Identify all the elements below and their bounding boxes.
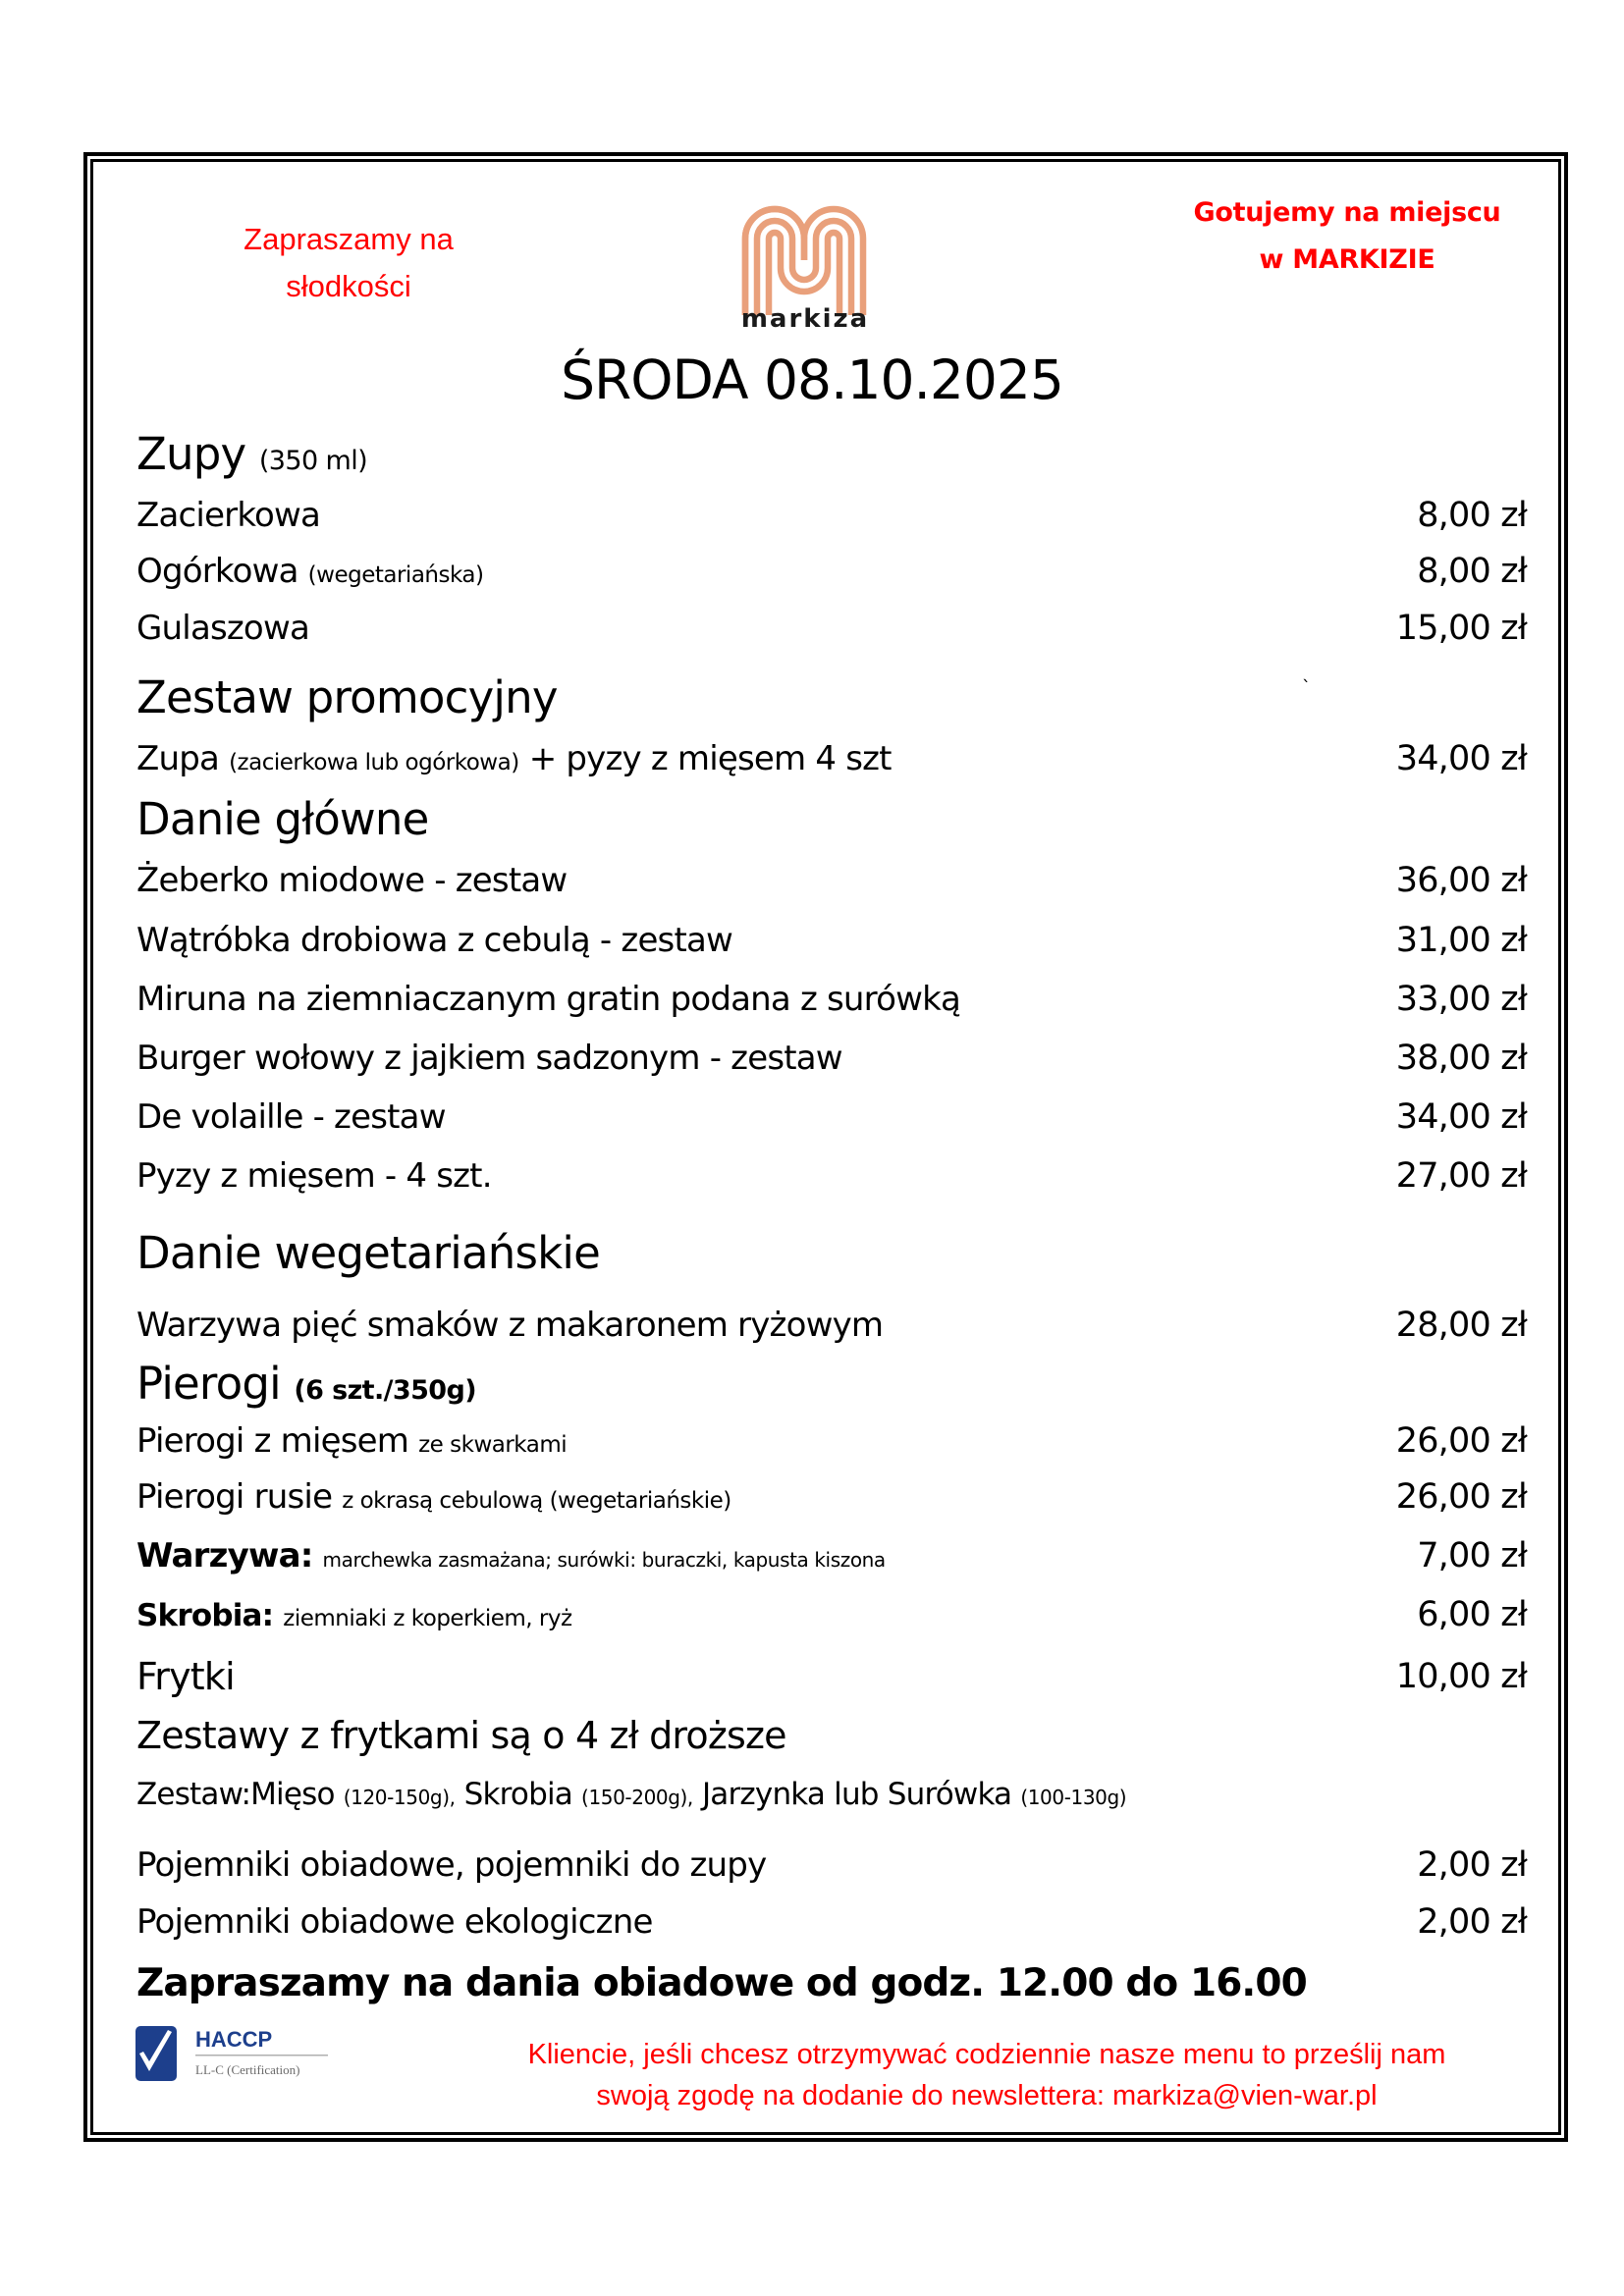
item-price: 36,00 zł xyxy=(1395,861,1527,900)
item-name: Frytki xyxy=(136,1655,235,1698)
item-name xyxy=(136,552,483,591)
set-meat: Zestaw:Mięso xyxy=(136,1777,335,1812)
cooking-note-line-1: Gotujemy na miejscu xyxy=(1193,197,1501,228)
menu-item xyxy=(136,1472,1527,1522)
item-name-main: Zupa xyxy=(136,739,220,778)
item-price: 33,00 zł xyxy=(1395,980,1527,1019)
item-name: De volaille - zestaw xyxy=(136,1097,446,1137)
item-note: z okrasą cebulową (wegetariańskie) xyxy=(342,1488,731,1514)
markiza-logo-icon xyxy=(738,199,870,317)
item-name: Pojemniki obiadowe ekologiczne xyxy=(136,1902,653,1942)
item-name: Zacierkowa xyxy=(136,496,321,535)
item-name: Pojemniki obiadowe, pojemniki do zupy xyxy=(136,1845,767,1885)
item-name-main: Pierogi z mięsem xyxy=(136,1421,409,1461)
menu-item xyxy=(136,856,1527,905)
haccp-title: HACCP xyxy=(195,2027,273,2052)
section-title: Pierogi xyxy=(136,1358,281,1410)
sweets-note xyxy=(172,216,525,310)
section-note: (350 ml) xyxy=(258,446,368,476)
menu-item xyxy=(136,734,1527,783)
sweets-note-line-1: Zapraszamy na xyxy=(244,222,454,256)
haccp-logo-icon xyxy=(135,2024,331,2083)
set-veg-weight: (100-130g) xyxy=(1020,1786,1127,1809)
item-name: Wątróbka drobiowa z cebulą - zestaw xyxy=(136,921,733,960)
item-name xyxy=(136,739,892,778)
item-name: Burger wołowy z jajkiem sadzonym - zestaw xyxy=(136,1039,842,1078)
item-price: 34,00 zł xyxy=(1395,739,1527,778)
page-title: ŚRODA 08.10.2025 xyxy=(561,348,1063,411)
sweets-note-line-2: słodkości xyxy=(286,269,411,303)
menu-item xyxy=(136,1590,1527,1639)
item-note: ziemniaki z koperkiem, ryż xyxy=(283,1606,572,1631)
stray-mark: ` xyxy=(1302,677,1311,698)
item-price: 28,00 zł xyxy=(1395,1306,1527,1345)
set-info xyxy=(136,1770,1527,1819)
menu-item xyxy=(136,975,1527,1024)
item-label: Warzywa: xyxy=(136,1536,313,1575)
opening-hours: Zapraszamy na dania obiadowe od godz. 12.00 do 16.00 xyxy=(136,1961,1307,2005)
item-price: 7,00 zł xyxy=(1417,1536,1527,1575)
item-price: 2,00 zł xyxy=(1417,1845,1527,1885)
menu-item xyxy=(136,1841,1527,1890)
item-price: 10,00 zł xyxy=(1395,1657,1527,1696)
item-name: Żeberko miodowe - zestaw xyxy=(136,861,568,900)
menu-item xyxy=(136,491,1527,540)
set-starch-weight: (150-200g), xyxy=(581,1786,693,1809)
item-price: 15,00 zł xyxy=(1395,609,1527,648)
section-mains-heading: Danie główne xyxy=(136,793,429,845)
fries-note-text: Zestawy z frytkami są o 4 zł droższe xyxy=(136,1714,786,1757)
menu-item xyxy=(136,1093,1527,1142)
menu-item xyxy=(136,1897,1527,1947)
item-name: Miruna na ziemniaczanym gratin podana z surówką xyxy=(136,980,961,1019)
section-soups-heading xyxy=(136,428,367,480)
item-price: 6,00 zł xyxy=(1417,1595,1527,1634)
item-name xyxy=(136,1595,572,1634)
menu-item xyxy=(136,916,1527,965)
set-veg: Jarzynka lub Surówka xyxy=(701,1777,1012,1812)
item-label: Skrobia: xyxy=(136,1598,274,1633)
item-price: 31,00 zł xyxy=(1395,921,1527,960)
item-note: (wegetariańska) xyxy=(307,562,484,588)
cooking-note xyxy=(1151,189,1543,284)
item-name xyxy=(136,1477,731,1517)
item-name: Gulaszowa xyxy=(136,609,309,648)
set-info-text xyxy=(136,1777,1126,1812)
item-name-main: Ogórkowa xyxy=(136,552,298,591)
menu-item xyxy=(136,604,1527,653)
item-price: 26,00 zł xyxy=(1395,1421,1527,1461)
item-note: marchewka zasmażana; surówki: buraczki, kapusta kiszona xyxy=(322,1548,886,1572)
haccp-subtitle: LL-C (Certification) xyxy=(195,2062,300,2077)
item-note: ze skwarkami xyxy=(418,1432,568,1458)
cooking-note-line-2: w MARKIZIE xyxy=(1259,244,1435,275)
item-price: 8,00 zł xyxy=(1417,552,1527,591)
item-name-main: Pierogi rusie xyxy=(136,1477,333,1517)
menu-item xyxy=(136,547,1527,596)
item-price: 2,00 zł xyxy=(1417,1902,1527,1942)
menu-item xyxy=(136,1531,1527,1580)
menu-item xyxy=(136,1652,1527,1701)
section-promo-heading: Zestaw promocyjny xyxy=(136,671,558,723)
item-name xyxy=(136,1536,886,1575)
item-name: Warzywa pięć smaków z makaronem ryżowym xyxy=(136,1306,884,1345)
item-price: 27,00 zł xyxy=(1395,1156,1527,1196)
item-name-after: + pyzy z mięsem 4 szt xyxy=(528,739,892,778)
section-note: (6 szt./350g) xyxy=(294,1375,476,1406)
logo-wordmark: markiza xyxy=(740,304,870,334)
item-price: 8,00 zł xyxy=(1417,496,1527,535)
menu-item xyxy=(136,1151,1527,1201)
newsletter-line-2: swoją zgodę na dodanie do newslettera: markiza@vien-war.pl xyxy=(596,2080,1378,2111)
set-starch: Skrobia xyxy=(463,1777,572,1812)
item-price: 38,00 zł xyxy=(1395,1039,1527,1078)
section-pierogi-heading xyxy=(136,1358,476,1410)
item-note: (zacierkowa lub ogórkowa) xyxy=(229,750,519,775)
section-title: Zupy xyxy=(136,428,246,480)
fries-note xyxy=(136,1711,1527,1760)
item-name: Pyzy z mięsem - 4 szt. xyxy=(136,1156,492,1196)
newsletter-line-1: Kliencie, jeśli chcesz otrzymywać codziennie nasze menu to prześlij nam xyxy=(527,2039,1446,2070)
set-meat-weight: (120-150g), xyxy=(343,1786,456,1809)
menu-item xyxy=(136,1301,1527,1350)
item-name xyxy=(136,1421,567,1461)
item-price: 26,00 zł xyxy=(1395,1477,1527,1517)
item-price: 34,00 zł xyxy=(1395,1097,1527,1137)
menu-item xyxy=(136,1416,1527,1466)
menu-item xyxy=(136,1034,1527,1083)
section-vegetarian-heading: Danie wegetariańskie xyxy=(136,1227,600,1279)
